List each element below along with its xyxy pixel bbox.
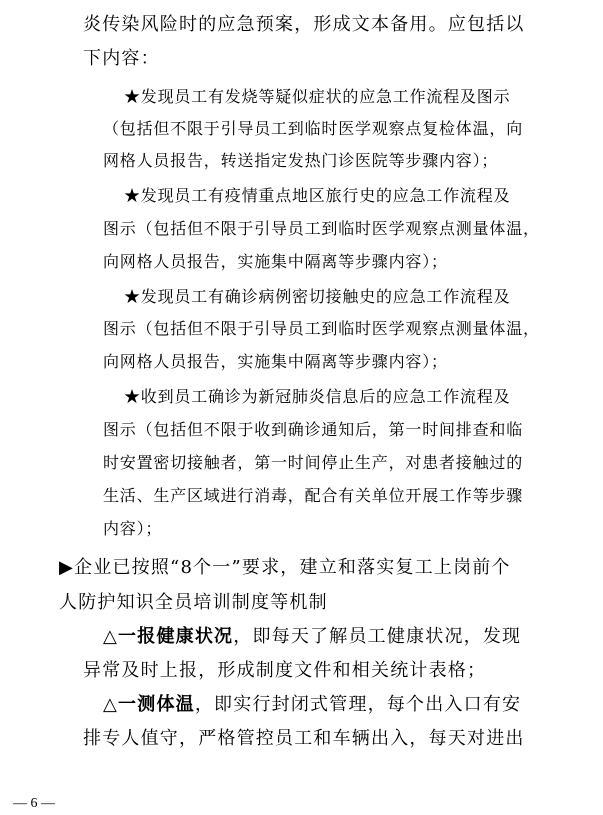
text-line: 下内容： <box>83 48 160 69</box>
text-line: 内容）； <box>103 519 163 538</box>
text-span: ，即实行封闭式管理，每个出入口有安 <box>194 694 522 715</box>
bold-heading: △一报健康状况 <box>103 626 234 647</box>
text-line: 人防护知识全员培训制度等机制 <box>59 592 328 613</box>
text-line: ★发现员工有发烧等疑似症状的应急工作流程及图示 <box>124 87 511 106</box>
text-line <box>103 693 521 717</box>
text-line: 生活、生产区域进行消毒，配合有关单位开展工作等步骤 <box>103 486 524 505</box>
text-line: ▶企业已按照“8个一”要求，建立和落实复工上岗前个 <box>59 557 511 578</box>
text-line: ★发现员工有疫情重点地区旅行史的应急工作流程及 <box>124 186 511 205</box>
page-number: — 6 — <box>13 796 55 811</box>
text-line: ★发现员工有确诊病例密切接触史的应急工作流程及 <box>124 287 511 306</box>
text-line: 向网格人员报告，实施集中隔离等步骤内容）； <box>103 352 448 371</box>
text-line <box>103 625 521 649</box>
bold-heading: △一测体温 <box>103 694 195 715</box>
text-line: 排专人值守，严格管控员工和车辆出入，每天对进出 <box>83 728 525 749</box>
text-line: 向网格人员报告，实施集中隔离等步骤内容）； <box>103 252 448 271</box>
text-line: （包括但不限于引导员工到临时医学观察点复检体温，向 <box>103 119 524 138</box>
text-line: 时安置密切接触者，第一时间停止生产，对患者接触过的 <box>103 453 524 472</box>
text-line: 图示（包括但不限于引导员工到临时医学观察点测量体温， <box>103 219 540 238</box>
text-line: 炎传染风险时的应急预案，形成文本备用。应包括以 <box>83 14 525 35</box>
text-line: ★收到员工确诊为新冠肺炎信息后的应急工作流程及 <box>124 387 511 406</box>
text-line: 图示（包括但不限于收到确诊通知后，第一时间排查和临 <box>103 420 524 439</box>
text-line: 图示（包括但不限于引导员工到临时医学观察点测量体温， <box>103 319 540 338</box>
text-span: ，即每天了解员工健康状况，发现 <box>233 626 522 647</box>
text-line: 网格人员报告，转送指定发热门诊医院等步骤内容）； <box>103 151 499 170</box>
text-line: 异常及时上报，形成制度文件和相关统计表格； <box>83 660 487 681</box>
